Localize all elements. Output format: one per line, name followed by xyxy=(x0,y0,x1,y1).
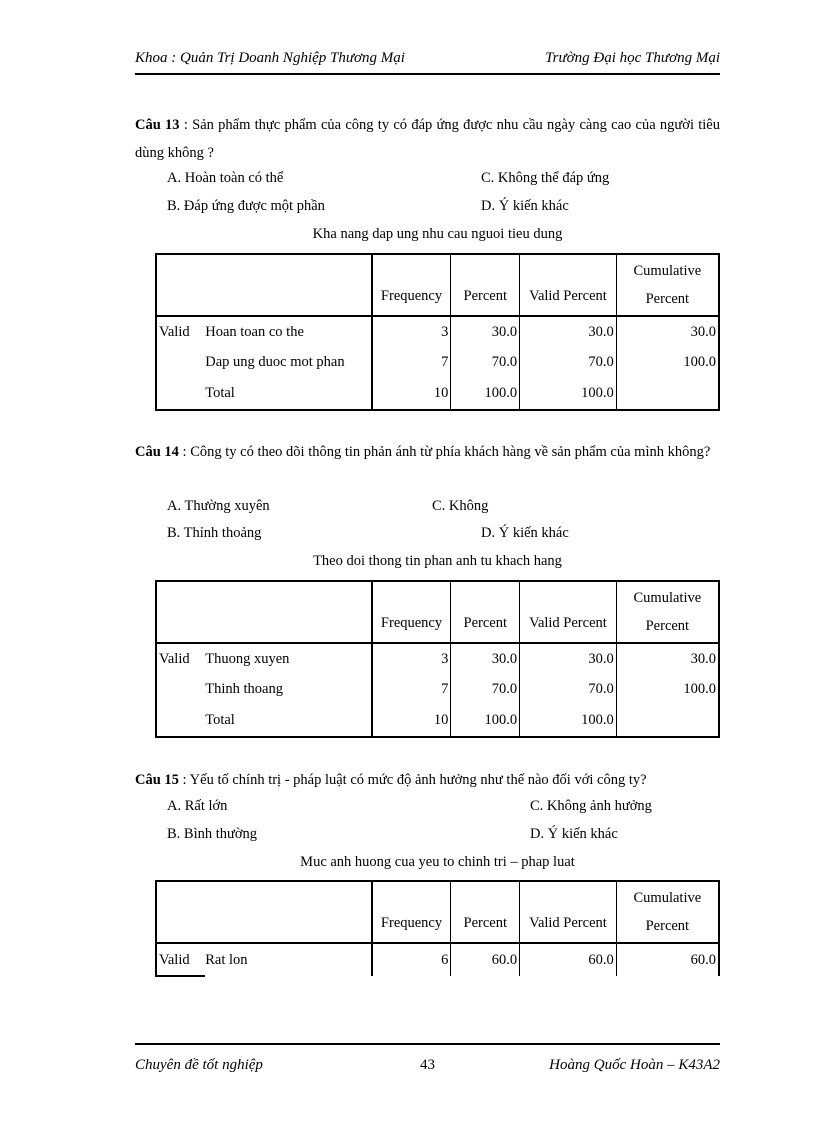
question-14 xyxy=(135,438,720,466)
cell-cumulative xyxy=(616,378,719,410)
table-14-caption: Theo doi thong tin phan anh tu khach hang xyxy=(313,553,562,569)
question-13-text: : Sản phẩm thực phẩm của công ty có đáp ứng được nhu cầu ngày càng cao của người tiêu dùng không ? xyxy=(135,117,720,161)
row-label: Hoan toan co the xyxy=(203,316,371,347)
q14-option-d: D. Ý kiến khác xyxy=(481,525,569,541)
cell-cumulative: 30.0 xyxy=(690,650,716,667)
row-label: Thuong xuyen xyxy=(203,643,371,674)
col-valid-percent: Valid Percent xyxy=(520,254,617,316)
cell-cumulative: 100.0 xyxy=(683,681,716,697)
cell-percent: 30.0 xyxy=(451,643,520,674)
col-percent: Percent xyxy=(451,581,520,643)
table-13 xyxy=(155,253,720,411)
page-footer xyxy=(135,1057,720,1079)
table-14 xyxy=(155,580,720,738)
col-cumulative-percent: Cumulative Percent xyxy=(633,263,702,307)
cell-valid-percent: 70.0 xyxy=(520,674,617,705)
page-number: 43 xyxy=(420,1057,435,1073)
q13-option-c: C. Không thể đáp ứng xyxy=(481,170,610,186)
table-row xyxy=(156,943,719,976)
table-row xyxy=(156,316,719,347)
col-frequency: Frequency xyxy=(372,881,451,943)
q13-option-b: B. Đáp ứng được một phần xyxy=(167,198,325,214)
cell-valid-percent: 100.0 xyxy=(520,378,617,410)
table-13-caption: Kha nang dap ung nhu cau nguoi tieu dung xyxy=(312,226,563,242)
question-14-label: Câu 14 xyxy=(135,444,179,460)
col-frequency: Frequency xyxy=(372,581,451,643)
q15-option-a: A. Rất lớn xyxy=(167,798,228,814)
table-row-total xyxy=(156,705,719,737)
table-15-caption: Muc anh huong cua yeu to chinh tri – phap luat xyxy=(300,854,575,870)
col-valid-percent: Valid Percent xyxy=(520,881,617,943)
valid-label: Valid xyxy=(159,650,190,667)
col-cumulative-percent: Cumulative Percent xyxy=(633,890,702,934)
q14-option-b: B. Thỉnh thoảng xyxy=(167,525,262,541)
cell-frequency: 6 xyxy=(372,943,451,976)
q14-option-c: C. Không xyxy=(432,498,489,514)
cell-frequency: 10 xyxy=(372,705,451,737)
col-cumulative-percent: Cumulative Percent xyxy=(633,590,702,634)
page-header xyxy=(135,50,720,72)
q15-option-d: D. Ý kiến khác xyxy=(530,826,618,842)
q15-option-b: B. Bình thường xyxy=(167,826,258,842)
table-row xyxy=(156,674,719,705)
valid-label: Valid xyxy=(159,323,190,340)
header-faculty: Khoa : Quản Trị Doanh Nghiệp Thương Mại xyxy=(135,50,405,66)
table-header-row xyxy=(156,881,719,943)
row-label: Dap ung duoc mot phan xyxy=(203,347,371,378)
table-row xyxy=(156,643,719,674)
table-row-total xyxy=(156,378,719,410)
question-15-label: Câu 15 xyxy=(135,772,179,788)
table-15-cut-line xyxy=(155,975,205,977)
cell-percent: 30.0 xyxy=(451,316,520,347)
q13-option-a: A. Hoàn toàn có thể xyxy=(167,170,284,186)
question-13-label: Câu 13 xyxy=(135,117,180,133)
cell-frequency: 7 xyxy=(372,347,451,378)
table-header-row xyxy=(156,254,719,316)
row-label: Total xyxy=(203,378,371,410)
col-frequency: Frequency xyxy=(372,254,451,316)
header-university: Trường Đại học Thương Mại xyxy=(545,50,720,66)
table-15 xyxy=(155,880,720,976)
cell-percent: 70.0 xyxy=(451,674,520,705)
footer-rule xyxy=(135,1043,720,1045)
cell-valid-percent: 100.0 xyxy=(520,705,617,737)
cell-valid-percent: 30.0 xyxy=(520,316,617,347)
cell-percent: 100.0 xyxy=(451,378,520,410)
cell-cumulative xyxy=(616,705,719,737)
cell-valid-percent: 70.0 xyxy=(520,347,617,378)
question-15 xyxy=(135,766,720,794)
question-14-text: : Công ty có theo dõi thông tin phản ánh từ phía khách hàng về sản phẩm của mình không? xyxy=(178,444,711,460)
row-label: Thinh thoang xyxy=(203,674,371,705)
table-row xyxy=(156,347,719,378)
cell-cumulative: 60.0 xyxy=(690,951,716,968)
cell-frequency: 3 xyxy=(372,316,451,347)
valid-label: Valid xyxy=(159,951,190,968)
row-label: Rat lon xyxy=(203,943,371,976)
header-rule xyxy=(135,73,720,75)
col-percent: Percent xyxy=(451,881,520,943)
col-valid-percent: Valid Percent xyxy=(520,581,617,643)
question-15-text: : Yếu tố chính trị - pháp luật có mức độ ảnh hưởng như thế nào đối với công ty? xyxy=(178,772,647,788)
cell-cumulative: 100.0 xyxy=(683,354,716,370)
cell-frequency: 7 xyxy=(372,674,451,705)
question-13 xyxy=(135,111,720,167)
q13-option-d: D. Ý kiến khác xyxy=(481,198,569,214)
cell-percent: 100.0 xyxy=(451,705,520,737)
row-label: Total xyxy=(203,705,371,737)
footer-title: Chuyên đề tốt nghiệp xyxy=(135,1057,263,1073)
cell-valid-percent: 60.0 xyxy=(520,943,617,976)
footer-author: Hoàng Quốc Hoàn – K43A2 xyxy=(549,1057,720,1073)
cell-percent: 70.0 xyxy=(451,347,520,378)
col-percent: Percent xyxy=(451,254,520,316)
cell-frequency: 3 xyxy=(372,643,451,674)
table-header-row xyxy=(156,581,719,643)
cell-cumulative: 30.0 xyxy=(690,323,716,340)
q15-option-c: C. Không ảnh hưởng xyxy=(530,798,652,814)
cell-percent: 60.0 xyxy=(451,943,520,976)
cell-frequency: 10 xyxy=(372,378,451,410)
q14-option-a: A. Thường xuyên xyxy=(167,498,270,514)
cell-valid-percent: 30.0 xyxy=(520,643,617,674)
